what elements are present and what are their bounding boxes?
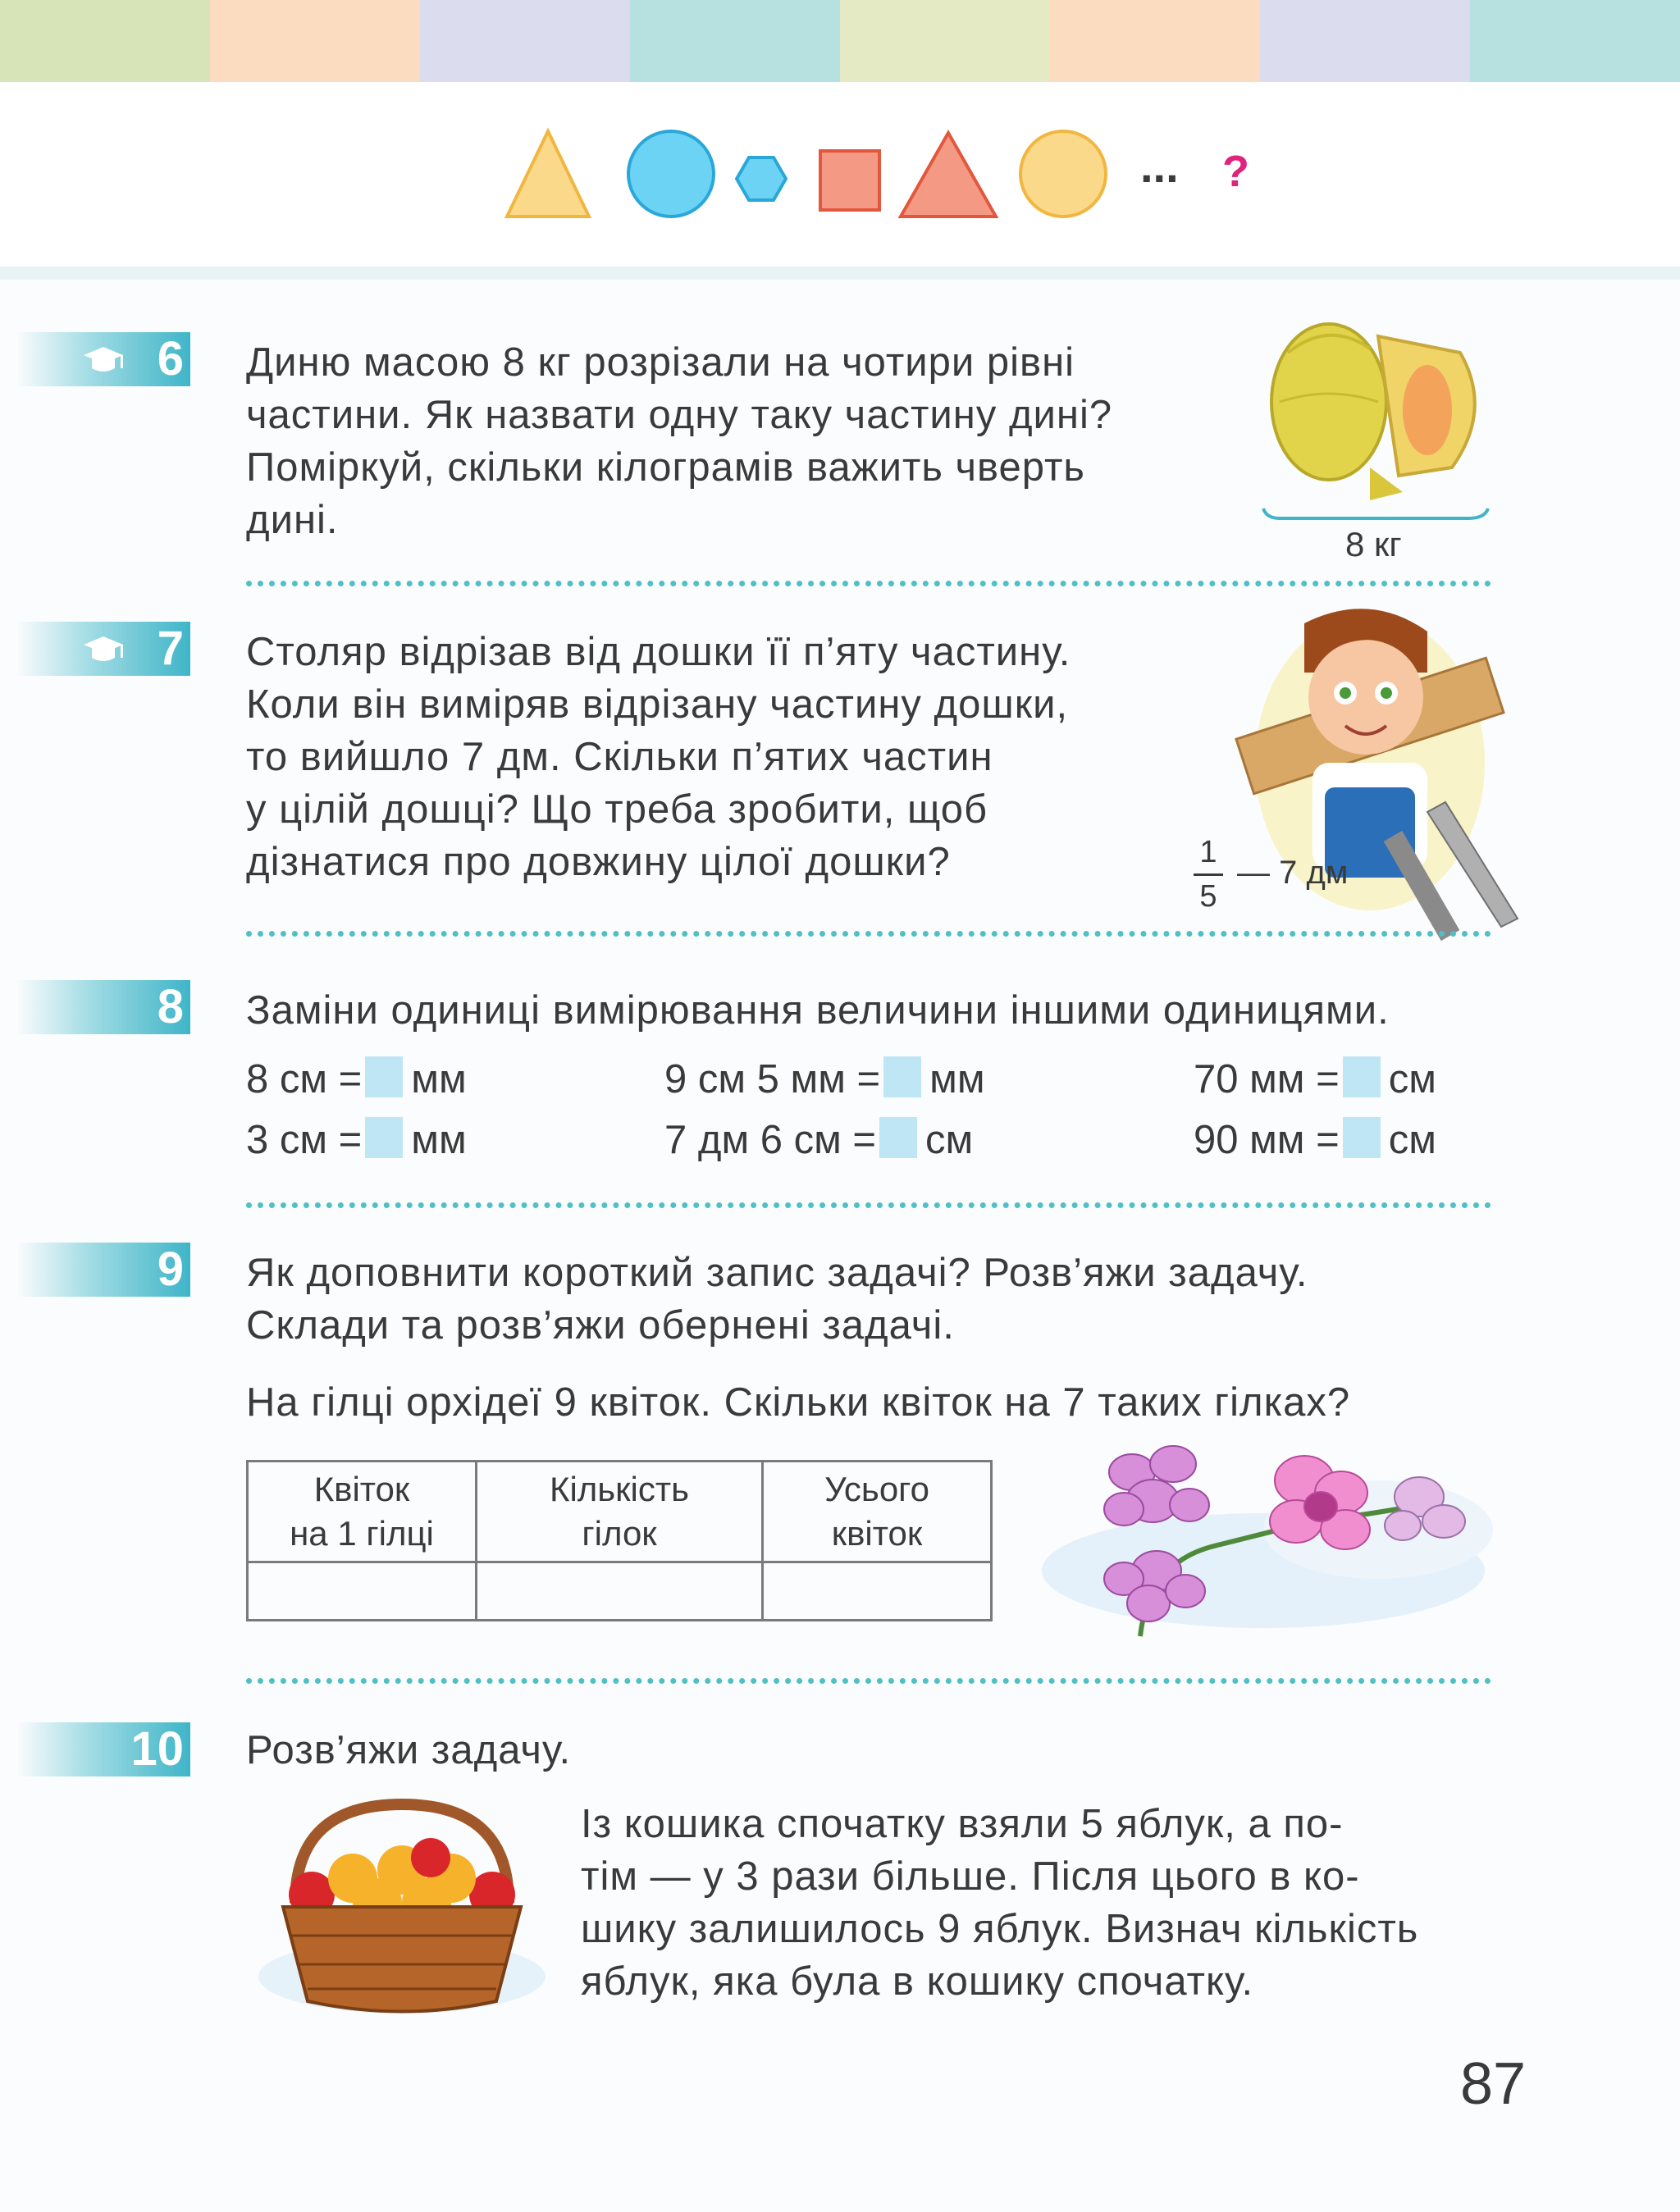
task-number-badge: [16, 622, 190, 676]
melon-weight-label: 8 кг: [1345, 525, 1402, 563]
triangle-yellow-icon: [507, 131, 589, 217]
task-9-problem: На гілці орхідеї 9 квіток. Скільки квіток на 7 таких гілках?: [246, 1380, 1351, 1425]
header-line: на 1 гілці: [290, 1514, 434, 1553]
answer-cell[interactable]: [763, 1562, 992, 1621]
header-line: гілок: [582, 1514, 657, 1553]
answer-cell[interactable]: [248, 1562, 477, 1621]
graduation-cap-icon: [80, 344, 126, 376]
text-line: яблук, яка була в кошику спочатку.: [581, 1959, 1254, 2004]
fraction-value: — 7 дм: [1237, 855, 1349, 891]
graduation-cap-icon: [80, 633, 126, 666]
dotted-divider: [246, 1202, 1491, 1208]
task-6-text: [246, 336, 1112, 546]
conversion-item: [664, 1055, 985, 1104]
text-line: тім — у 3 рази більше. Після цього в ко-: [581, 1854, 1360, 1899]
answer-box[interactable]: [365, 1056, 403, 1097]
conversion-item: [246, 1115, 467, 1165]
task-number: 9: [157, 1243, 184, 1296]
stripe-segment: [1470, 0, 1680, 82]
task-number: 8: [157, 980, 184, 1033]
text-line: Як доповнити короткий запис задачі? Розв’яжи задачу.: [246, 1251, 1308, 1295]
conversion-unit: мм: [411, 1118, 467, 1162]
circle-yellow-icon: [1020, 131, 1106, 217]
text-line: Диню масою 8 кг розрізали на чотири рівні: [246, 340, 1075, 385]
task-number-badge: [16, 980, 190, 1034]
header-line: Квіток: [313, 1470, 410, 1508]
text-line: Столяр відрізав від дошки її п’яту частину.: [246, 630, 1071, 674]
task-10-intro: Розв’яжи задачу.: [246, 1728, 572, 1772]
apple-basket-illustration: [254, 1788, 550, 2018]
top-color-stripe: [0, 0, 1680, 82]
pattern-ellipsis: ...: [1140, 140, 1179, 192]
task-10-text: [581, 1798, 1418, 2008]
stripe-segment: [420, 0, 630, 82]
task-8-intro: Заміни одиниці вимірювання величини іншими одиницями.: [246, 988, 1390, 1033]
conversion-unit: мм: [411, 1057, 467, 1101]
conversion-item: [1194, 1115, 1436, 1165]
text-line: Склади та розв’яжи обернені задачі.: [246, 1303, 955, 1348]
answer-box[interactable]: [883, 1056, 921, 1097]
task-number-badge: [16, 332, 190, 386]
melon-illustration: [1255, 303, 1501, 525]
header-line: квіток: [831, 1514, 923, 1553]
task-number-badge: [16, 1243, 190, 1297]
table-header-cell: [477, 1462, 763, 1562]
text-line: Коли він виміряв відрізану частину дошки,: [246, 682, 1069, 727]
task-number-badge: [16, 1722, 190, 1776]
triangle-red-icon: [901, 133, 996, 217]
carpenter-boy-illustration: [1230, 599, 1534, 951]
pattern-question-mark: ?: [1222, 147, 1249, 196]
stripe-segment: [630, 0, 840, 82]
hexagon-blue-icon: [737, 157, 786, 200]
text-line: шику залишилось 9 яблук. Визнач кількість: [581, 1907, 1419, 1951]
square-red-icon: [820, 151, 879, 210]
fraction-denominator: 5: [1199, 879, 1217, 914]
task-number: 7: [157, 622, 184, 675]
text-line: дізнатися про довжину цілої дошки?: [246, 840, 951, 884]
conversion-left: 8 см =: [246, 1057, 363, 1101]
text-line: частини. Як назвати одну таку частину дині?: [246, 393, 1113, 437]
conversion-item: [664, 1115, 973, 1165]
table-row: [248, 1562, 992, 1621]
task-7-text: [246, 626, 1071, 888]
text-line: дині.: [246, 498, 339, 542]
conversion-left: 7 дм 6 см =: [664, 1118, 877, 1162]
task-9-text: [246, 1247, 1308, 1352]
answer-box[interactable]: [879, 1117, 917, 1158]
shape-pattern-band: [0, 82, 1680, 280]
table-header-row: [248, 1462, 992, 1562]
conversion-item: [1194, 1055, 1436, 1104]
answer-box[interactable]: [1343, 1117, 1381, 1158]
task-number: 6: [157, 332, 184, 385]
dotted-divider: [246, 931, 1491, 937]
conversion-left: 3 см =: [246, 1118, 363, 1162]
answer-box[interactable]: [1343, 1056, 1381, 1097]
conversion-left: 90 мм =: [1194, 1118, 1340, 1162]
task-number: 10: [130, 1722, 184, 1776]
fraction-numerator: 1: [1199, 835, 1217, 869]
conversion-unit: см: [1388, 1118, 1436, 1162]
table-header-cell: [763, 1462, 992, 1562]
circle-blue-icon: [628, 131, 714, 217]
text-line: у цілій дошці? Що треба зробити, щоб: [246, 787, 988, 832]
dotted-divider: [246, 581, 1491, 586]
fraction: [1194, 835, 1223, 914]
conversion-item: [246, 1055, 467, 1104]
answer-cell[interactable]: [477, 1562, 763, 1621]
text-line: Поміркуй, скільки кілограмів важить чверть: [246, 445, 1085, 490]
short-record-table: [246, 1460, 993, 1621]
answer-box[interactable]: [365, 1117, 403, 1158]
stripe-segment: [1260, 0, 1470, 82]
conversion-unit: см: [1388, 1057, 1436, 1101]
stripe-segment: [840, 0, 1050, 82]
stripe-segment: [0, 0, 210, 82]
text-line: Із кошика спочатку взяли 5 яблук, а по-: [581, 1802, 1344, 1846]
stripe-segment: [210, 0, 420, 82]
header-line: Кількість: [549, 1470, 689, 1508]
text-line: то вийшло 7 дм. Скільки п’ятих частин: [246, 735, 993, 779]
orchid-illustration: [1034, 1431, 1493, 1644]
conversion-left: 70 мм =: [1194, 1057, 1340, 1101]
table-header-cell: [248, 1462, 477, 1562]
conversion-unit: мм: [929, 1057, 985, 1101]
dotted-divider: [246, 1678, 1491, 1684]
stripe-segment: [1050, 0, 1260, 82]
page-number: 87: [1460, 2051, 1527, 2117]
conversion-unit: см: [925, 1118, 974, 1162]
shape-pattern: [492, 123, 1312, 230]
fraction-bar: [1194, 873, 1223, 876]
header-line: Усього: [824, 1470, 929, 1508]
conversion-left: 9 см 5 мм =: [664, 1057, 881, 1101]
